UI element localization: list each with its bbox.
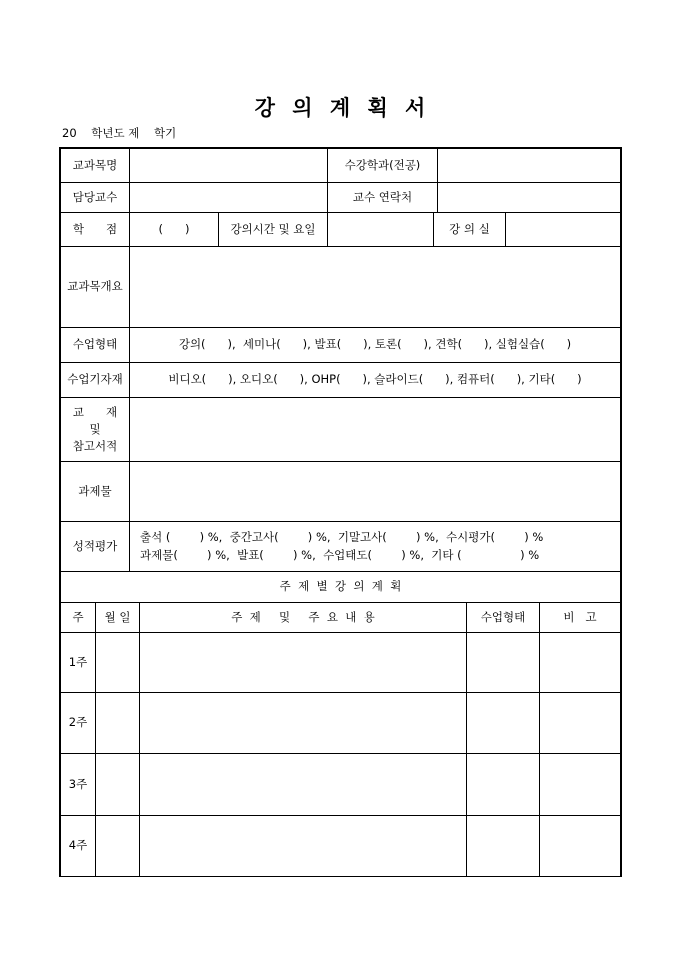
label-professor: 담당교수 xyxy=(60,182,130,213)
col-topic: 주 제 및 주 요 내 용 xyxy=(139,602,467,633)
label-credits: 학 점 xyxy=(60,212,130,247)
week-label: 1주 xyxy=(60,632,96,693)
class-type-cell[interactable] xyxy=(466,753,540,816)
label-room: 강 의 실 xyxy=(433,212,506,247)
department-field[interactable] xyxy=(437,148,621,183)
date-cell[interactable] xyxy=(95,815,140,877)
col-week: 주 xyxy=(60,602,96,633)
col-remarks: 비 고 xyxy=(539,602,621,633)
room-field[interactable] xyxy=(505,212,621,247)
assignment-field[interactable] xyxy=(129,461,621,522)
label-course-name: 교과목명 xyxy=(60,148,130,183)
col-class-type: 수업형태 xyxy=(466,602,540,633)
textbook-field[interactable] xyxy=(129,397,621,462)
label-assignment: 과제물 xyxy=(60,461,130,522)
grading-line-1: 출석 ( ) %, 중간고사( ) %, 기말고사( ) %, 수시평가( ) % xyxy=(140,530,544,545)
label-class-type: 수업형태 xyxy=(60,327,130,363)
plan-heading: 주 제 별 강 의 계 획 xyxy=(60,571,621,603)
professor-field[interactable] xyxy=(129,182,328,213)
remarks-cell[interactable] xyxy=(539,815,621,877)
remarks-cell[interactable] xyxy=(539,632,621,693)
grading-line-2: 과제물( ) %, 발표( ) %, 수업태도( ) %, 기타 ( ) % xyxy=(140,547,540,562)
label-grading: 성적평가 xyxy=(60,521,130,572)
contact-field[interactable] xyxy=(437,182,621,213)
col-date: 월 일 xyxy=(95,602,140,633)
week-label: 3주 xyxy=(60,753,96,816)
class-type-cell[interactable] xyxy=(466,815,540,877)
label-contact: 교수 연락처 xyxy=(327,182,438,213)
class-type-options[interactable]: 강의( ), 세미나( ), 발표( ), 토론( ), 견학( ), 실험실습( ) xyxy=(129,327,621,363)
date-cell[interactable] xyxy=(95,753,140,816)
topic-cell[interactable] xyxy=(139,815,467,877)
week-label: 2주 xyxy=(60,692,96,754)
topic-cell[interactable] xyxy=(139,632,467,693)
date-cell[interactable] xyxy=(95,632,140,693)
remarks-cell[interactable] xyxy=(539,692,621,754)
remarks-cell[interactable] xyxy=(539,753,621,816)
semester-line: 20 학년도 제 학기 xyxy=(62,126,177,140)
grading-field[interactable] xyxy=(129,521,621,572)
credits-field[interactable]: ( ) xyxy=(129,212,219,247)
course-name-field[interactable] xyxy=(129,148,328,183)
equipment-options[interactable]: 비디오( ), 오디오( ), OHP( ), 슬라이드( ), 컴퓨터( ), 기타( ) xyxy=(129,362,621,398)
label-overview: 교과목개요 xyxy=(60,246,130,328)
topic-cell[interactable] xyxy=(139,753,467,816)
week-label: 4주 xyxy=(60,815,96,877)
date-cell[interactable] xyxy=(95,692,140,754)
time-day-field[interactable] xyxy=(327,212,434,247)
topic-cell[interactable] xyxy=(139,692,467,754)
label-textbook: 교 재 및 참고서적 xyxy=(60,397,130,462)
class-type-cell[interactable] xyxy=(466,632,540,693)
label-department: 수강학과(전공) xyxy=(327,148,438,183)
class-type-cell[interactable] xyxy=(466,692,540,754)
label-time-day: 강의시간 및 요일 xyxy=(218,212,328,247)
overview-field[interactable] xyxy=(129,246,621,328)
label-equipment: 수업기자재 xyxy=(60,362,130,398)
page-title: 강 의 계 획 서 xyxy=(254,95,426,120)
